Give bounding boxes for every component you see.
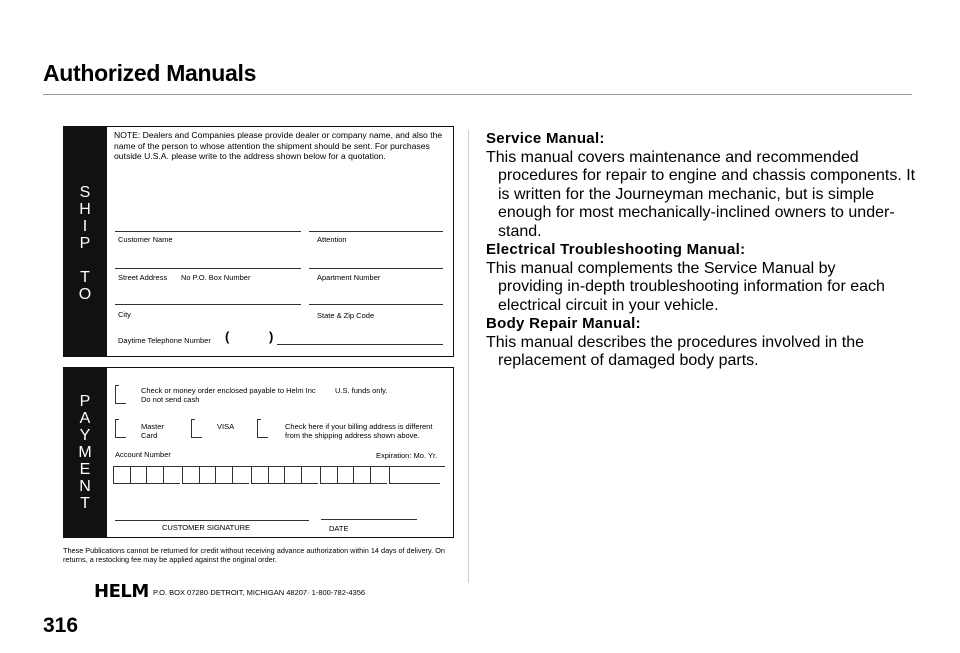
payment-label — [63, 393, 107, 512]
ship-to-letter — [63, 252, 107, 269]
ship-to-label — [63, 184, 107, 303]
payment-letter: N — [79, 478, 91, 495]
no-po-box-label: No P.O. Box Number — [181, 273, 251, 282]
account-digit-box[interactable] — [320, 467, 338, 484]
account-digit-box[interactable] — [113, 467, 131, 484]
account-digit-box[interactable] — [232, 467, 250, 484]
section-text-first: This manual complements the Service Manual by — [486, 259, 836, 277]
payment-letter: E — [79, 461, 91, 478]
state-zip-label: State & Zip Code — [317, 311, 375, 320]
section-text-first: This manual covers maintenance and recommended — [486, 148, 859, 166]
account-digit-box[interactable] — [337, 467, 355, 484]
signature-line — [115, 520, 309, 521]
title-divider — [43, 94, 912, 95]
phone-paren-close: ) — [269, 329, 274, 344]
apartment-number-label: Apartment Number — [317, 273, 381, 282]
helm-address: P.O. BOX 07280·DETROIT, MICHIGAN 48207· 1-800-782-4356 — [153, 588, 366, 597]
city-line — [115, 304, 301, 305]
ship-to-panel — [107, 126, 454, 357]
mastercard-checkbox[interactable] — [115, 419, 126, 438]
phone-line — [277, 344, 443, 345]
section-heading: Service Manual: — [486, 130, 605, 147]
street-address-label: Street Address — [118, 273, 168, 282]
account-digit-box[interactable] — [251, 467, 269, 484]
payment-letter: P — [79, 393, 91, 410]
account-digit-box[interactable] — [199, 467, 217, 484]
billing-checkbox[interactable] — [257, 419, 268, 438]
account-number-label: Account Number — [115, 450, 171, 459]
payment-letter: Y — [79, 427, 91, 444]
customer-name-label: Customer Name — [118, 235, 173, 244]
check-label-2: Do not send cash — [141, 395, 200, 404]
helm-logo: HELM — [94, 581, 149, 602]
ship-to-letter: P — [79, 235, 91, 252]
apartment-line — [309, 268, 443, 269]
payment-letter: T — [80, 495, 90, 512]
account-digit-box[interactable] — [146, 467, 164, 484]
section-text-rest: providing in-depth troubleshooting information for each electrical circuit in your vehicle. — [498, 278, 885, 314]
account-digit-box[interactable] — [215, 467, 233, 484]
ship-to-letter: S — [79, 184, 91, 201]
visa-label: VISA — [217, 422, 235, 431]
column-divider — [468, 130, 469, 583]
section-text-rest: procedures for repair to engine and chassis components. It is written for the Journeyman mechanic, but is simple enough for most mechanically-inclined owners to under-stand. — [498, 167, 916, 240]
payment-panel — [107, 367, 454, 538]
expiration-label: Expiration: Mo. Yr. — [376, 451, 438, 460]
account-digit-box[interactable] — [268, 467, 286, 484]
account-number-boxes[interactable] — [113, 466, 445, 485]
section-heading: Body Repair Manual: — [486, 315, 641, 332]
state-zip-line — [309, 304, 443, 305]
section-heading: Electrical Troubleshooting Manual: — [486, 241, 746, 258]
account-digit-box[interactable] — [370, 467, 388, 484]
account-digit-box[interactable] — [389, 467, 440, 484]
check-label-1: Check or money order enclosed payable to Helm Inc — [141, 386, 316, 395]
check-checkbox[interactable] — [115, 385, 126, 404]
account-digit-box[interactable] — [284, 467, 302, 484]
billing-label-2: from the shipping address shown above. — [285, 431, 420, 440]
ship-to-letter: O — [78, 286, 92, 303]
city-label: City — [118, 310, 131, 319]
visa-checkbox[interactable] — [191, 419, 202, 438]
section-electrical — [486, 241, 916, 315]
daytime-phone-label: Daytime Telephone Number — [118, 336, 211, 345]
order-form — [63, 126, 455, 538]
account-digit-box[interactable] — [353, 467, 371, 484]
section-service — [486, 130, 916, 241]
page-number: 316 — [43, 614, 79, 637]
account-digit-box[interactable] — [130, 467, 148, 484]
section-text-first: This manual describes the procedures involved in the — [486, 333, 864, 351]
customer-signature-label: CUSTOMER SIGNATURE — [162, 523, 251, 532]
mastercard-label-1: Master — [141, 422, 164, 431]
street-address-line — [115, 268, 301, 269]
account-digit-box[interactable] — [182, 467, 200, 484]
ship-to-letter: T — [80, 269, 90, 286]
ship-to-letter: I — [82, 218, 88, 235]
payment-letter: M — [78, 444, 92, 461]
payment-band — [63, 367, 107, 538]
date-line — [321, 519, 417, 520]
customer-name-line — [115, 231, 301, 232]
ship-to-band — [63, 126, 107, 357]
date-label: DATE — [329, 524, 349, 533]
page-title: Authorized Manuals — [43, 60, 257, 86]
us-funds-label: U.S. funds only. — [335, 386, 388, 395]
section-text-rest: replacement of damaged body parts. — [498, 352, 759, 369]
ship-to-letter: H — [79, 201, 91, 218]
phone-paren-open: ( — [225, 329, 230, 344]
account-digit-box[interactable] — [163, 467, 181, 484]
mastercard-label-2: Card — [141, 431, 158, 440]
form-note: NOTE: Dealers and Companies please provide dealer or company name, and also the name of the person to whose attention the shipment should be sent. For purchases outside U.S.A. please write to the address shown below for a quotation. — [114, 130, 443, 162]
attention-line — [309, 231, 443, 232]
section-body-repair — [486, 315, 916, 371]
account-digit-box[interactable] — [301, 467, 319, 484]
attention-label: Attention — [317, 235, 347, 244]
payment-letter: A — [79, 410, 91, 427]
manual-descriptions — [486, 130, 916, 371]
billing-label-1: Check here if your billing address is different — [285, 422, 433, 431]
return-disclaimer: These Publications cannot be returned for credit without receiving advance authorization within 14 days of delivery. On returns, a restocking fee may be applied against the original order. — [63, 546, 445, 564]
